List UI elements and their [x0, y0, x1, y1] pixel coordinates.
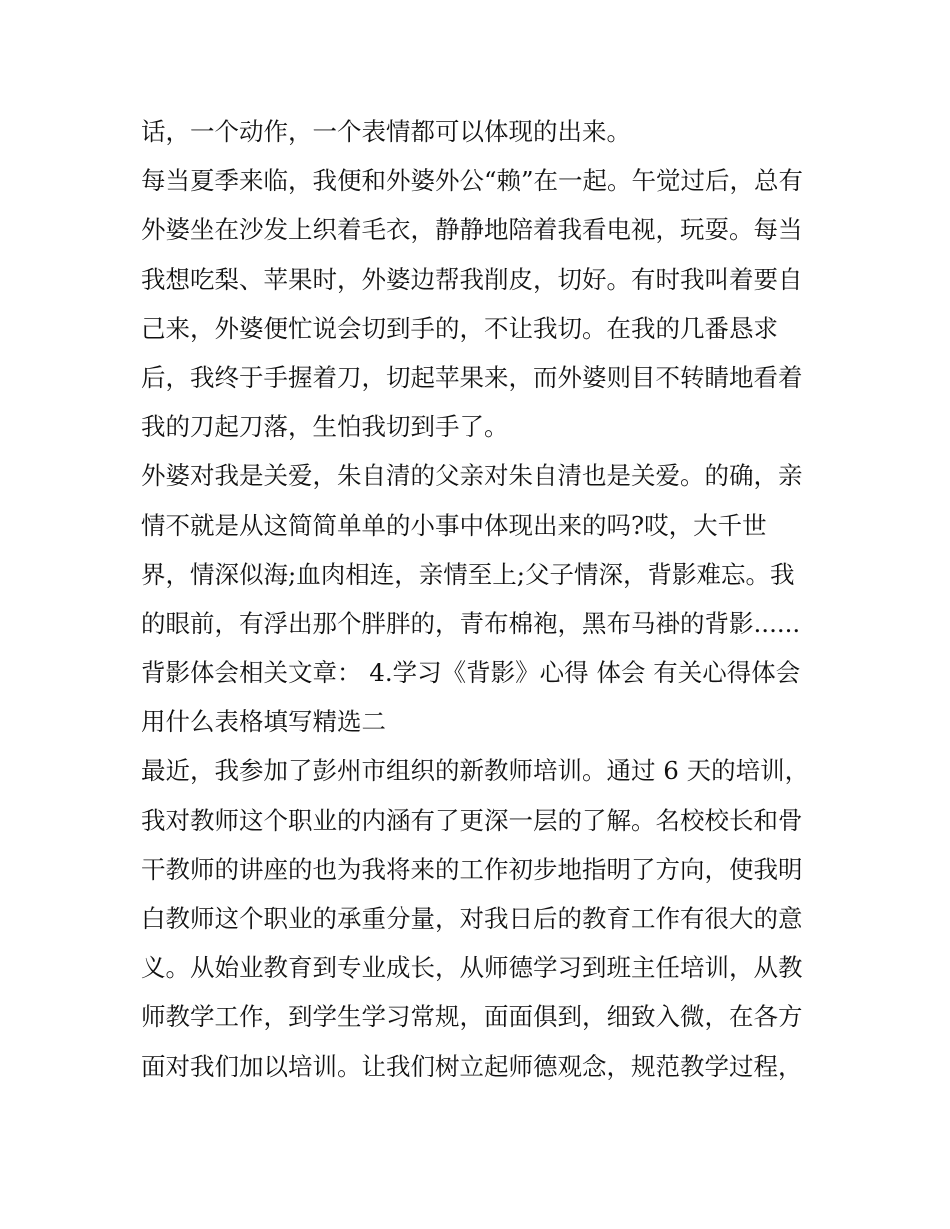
text-line: 情不就是从这简简单单的小事中体现出来的吗?哎，大千世 — [141, 510, 767, 540]
text-line: 干教师的讲座的也为我将来的工作初步地指明了方向，使我明 — [141, 854, 803, 884]
text-line: 己来，外婆便忙说会切到手的，不让我切。在我的几番恳求 — [141, 313, 778, 343]
text-line: 我对教师这个职业的内涵有了更深一层的了解。名校校长和骨 — [141, 805, 803, 835]
text-line: 每当夏季来临，我便和外婆外公“赖”在一起。午觉过后，总有 — [141, 166, 804, 196]
text-line: 话，一个动作，一个表情都可以体现的出来。 — [141, 117, 631, 146]
text-line: 师教学工作，到学生学习常规，面面俱到，细致入微，在各方 — [141, 1002, 803, 1032]
document-body — [141, 107, 821, 1091]
text-line: 外婆坐在沙发上织着毛衣，静静地陪着我看电视，玩耍。每当 — [141, 215, 803, 245]
text-line: 外婆对我是关爱，朱自清的父亲对朱自清也是关爱。的确，亲 — [141, 461, 803, 491]
text-line: 面对我们加以培训。让我们树立起师德观念，规范教学过程， — [141, 1051, 803, 1081]
text-line: 我想吃梨、苹果时，外婆边帮我削皮，切好。有时我叫着要自 — [141, 264, 803, 294]
text-line: 白教师这个职业的承重分量，对我日后的教育工作有很大的意 — [141, 904, 803, 933]
text-line: 用什么表格填写精选二 — [141, 707, 386, 737]
text-line: 最近，我参加了彭州市组织的新教师培训。通过 6 天的培训， — [141, 756, 810, 786]
text-line: 的眼前，有浮出那个胖胖的，青布棉袍，黑布马褂的背影...... — [141, 608, 801, 638]
text-line: 后，我终于手握着刀，切起苹果来，而外婆则目不转睛地看着 — [141, 362, 803, 392]
text-line: 义。从始业教育到专业成长，从师德学习到班主任培训，从教 — [141, 953, 803, 983]
text-line: 背影体会相关文章： 4.学习《背影》心得 体会 有关心得体会 — [141, 658, 801, 688]
text-line: 界，情深似海;血肉相连，亲情至上;父子情深，背影难忘。我 — [141, 559, 795, 589]
text-line: 我的刀起刀落，生怕我切到手了。 — [141, 412, 509, 442]
